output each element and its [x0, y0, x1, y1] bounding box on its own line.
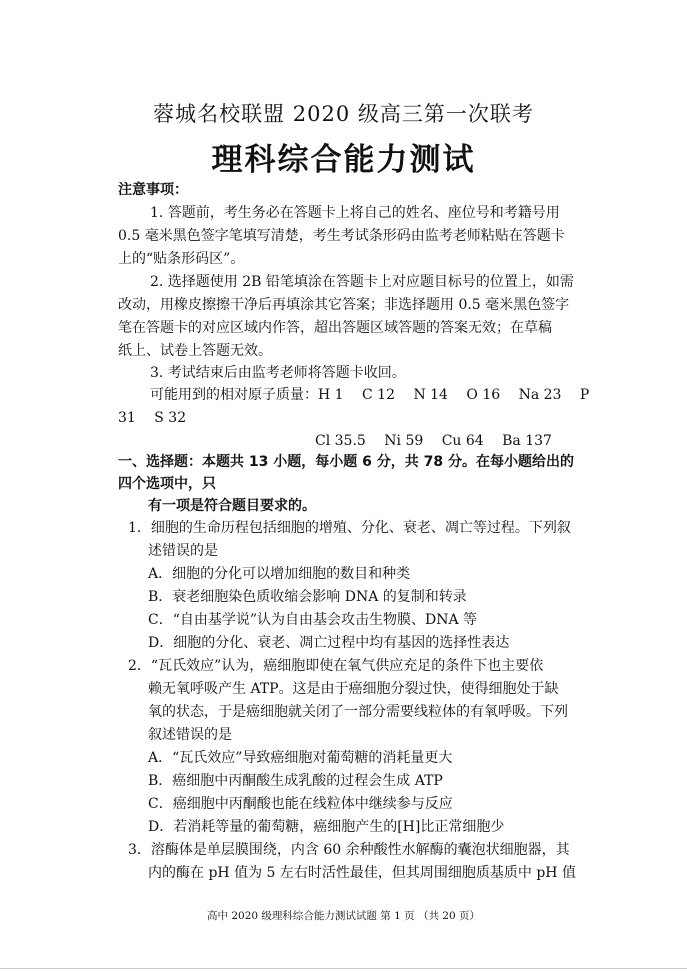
atomic-mass-line: 可能用到的相对原子质量：H 1 C 12 N 14 O 16 Na 23 P	[150, 387, 590, 403]
section-heading: 有一项是符合题目要求的。	[148, 498, 316, 514]
question-stem: 氧的状态，于是癌细胞就关闭了一部分需要线粒体的有氧呼吸。下列	[148, 704, 568, 720]
exam-title: 蓉城名校联盟 2020 级高三第一次联考	[153, 102, 534, 126]
bottom-divider	[0, 968, 687, 969]
notice-heading: 注意事项：	[118, 182, 188, 198]
question-option: B．癌细胞中丙酮酸生成乳酸的过程会生成 ATP	[148, 773, 443, 789]
notice-line: 3. 考试结束后由监考老师将答题卡收回。	[150, 365, 406, 381]
question-option: C．癌细胞中丙酮酸也能在线粒体中继续参与反应	[148, 796, 453, 812]
question-stem: 1．细胞的生命历程包括细胞的增殖、分化、衰老、凋亡等过程。下列叙	[128, 520, 571, 536]
section-heading: 四个选项中，只	[118, 476, 216, 492]
question-stem: 2．“瓦氏效应”认为，癌细胞即使在氧气供应充足的条件下也主要依	[128, 658, 544, 674]
question-stem: 内的酶在 pH 值为 5 左右时活性最佳，但其周围细胞质基质中 pH 值	[148, 865, 576, 881]
exam-subtitle: 理科综合能力测试	[211, 142, 476, 178]
question-stem: 赖无氧呼吸产生 ATP。这是由于癌细胞分裂过快，使得细胞处于缺	[148, 681, 559, 697]
notice-line: 1. 答题前，考生务必在答题卡上将自己的姓名、座位号和考籍号用	[150, 205, 560, 221]
question-option: D．细胞的分化、衰老、凋亡过程中均有基因的选择性表达	[148, 635, 510, 651]
question-option: A．细胞的分化可以增加细胞的数目和种类	[148, 566, 411, 582]
notice-line: 笔在答题卡的对应区域内作答，超出答题区域答题的答案无效；在草稿	[118, 320, 552, 336]
section-heading: 一、选择题：本题共 13 小题，每小题 6 分，共 78 分。在每小题给出的	[118, 454, 574, 470]
atomic-mass-line: Cl 35.5 Ni 59 Cu 64 Ba 137	[315, 433, 552, 449]
question-stem: 述错误的是	[148, 543, 218, 559]
question-stem: 3．溶酶体是单层膜围绕，内含 60 余种酸性水解酶的囊泡状细胞器，其	[128, 842, 570, 858]
notice-line: 纸上、试卷上答题无效。	[118, 343, 272, 359]
atomic-mass-line: 31 S 32	[118, 410, 187, 426]
question-option: A．“瓦氏效应”导致癌细胞对葡萄糖的消耗量更大	[148, 750, 453, 766]
notice-line: 改动，用橡皮擦擦干净后再填涂其它答案；非选择题用 0.5 毫米黑色签字	[118, 297, 570, 313]
notice-line: 0.5 毫米黑色签字笔填写清楚，考生考试条形码由监考老师粘贴在答题卡	[118, 228, 565, 244]
notice-line: 2. 选择题使用 2B 铅笔填涂在答题卡上对应题目标号的位置上，如需	[150, 274, 574, 290]
question-option: C．“自由基学说”认为自由基会攻击生物膜、DNA 等	[148, 612, 478, 628]
question-stem: 叙述错误的是	[148, 727, 232, 743]
notice-line: 上的“贴条形码区”。	[118, 251, 245, 267]
question-option: D．若消耗等量的葡萄糖，癌细胞产生的[H]比正常细胞少	[148, 819, 505, 835]
question-option: B．衰老细胞染色质收缩会影响 DNA 的复制和转录	[148, 589, 467, 605]
page-footer: 高中 2020 级理科综合能力测试试题 第 1 页 （共 20 页）	[207, 910, 480, 922]
